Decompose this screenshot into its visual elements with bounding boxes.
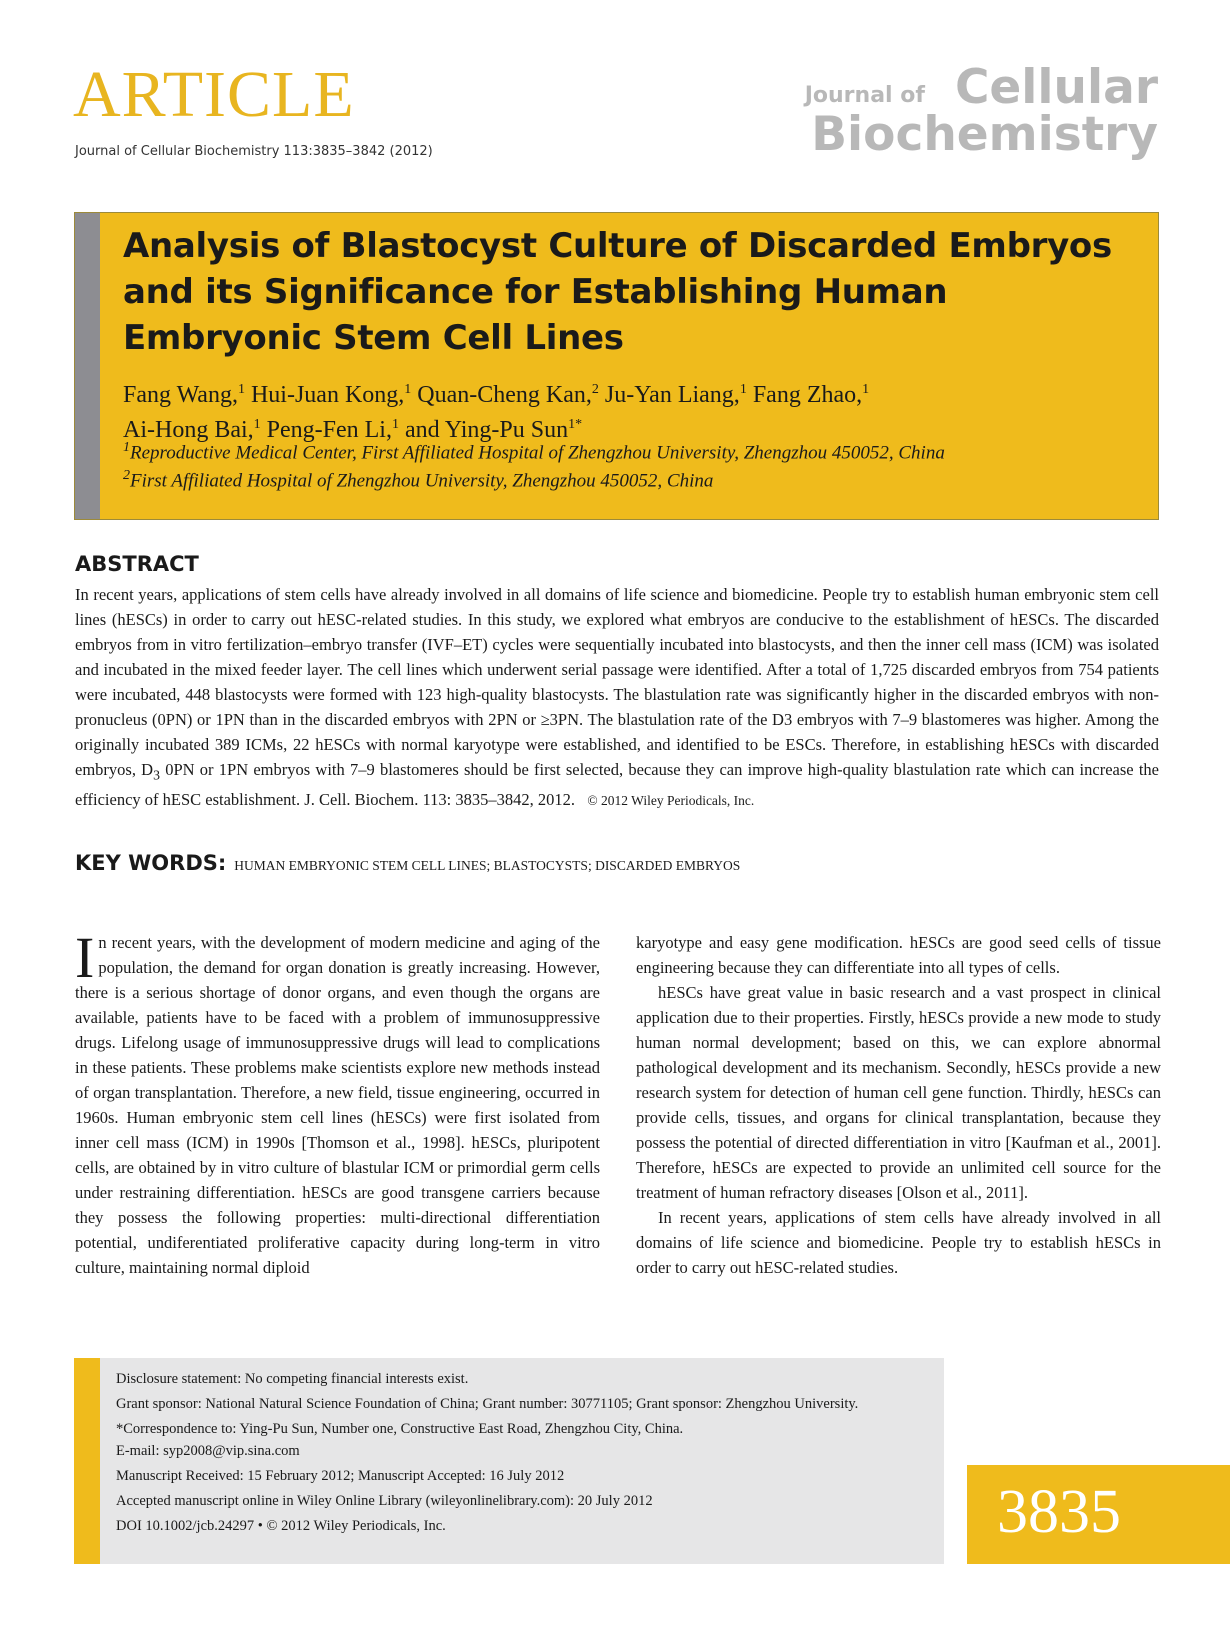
journal-citation: Journal of Cellular Biochemistry 113:3835–3842 (2012): [75, 144, 433, 159]
author-affiliation-mark: 1: [739, 382, 747, 397]
author-name: Quan-Cheng Kan,: [417, 382, 592, 408]
body-column-right: [636, 930, 1161, 1280]
footnote-box: [74, 1358, 944, 1564]
keywords-heading: KEY WORDS:: [75, 851, 227, 875]
keywords: [75, 851, 740, 875]
title-box: [74, 212, 1159, 520]
abstract-heading: ABSTRACT: [75, 552, 199, 576]
author-affiliation-mark: 1: [391, 417, 399, 432]
body-paragraph-1: n recent years, with the development of modern medicine and aging of the population, the demand for organ donation is greatly increasing. However, there is a serious shortage of donor organs, and even though the organs are available, patients have to be faced with a problem of immunosuppressive drugs. Lifelong usage of immunosuppressive drugs will lead to complications in these patients. These problems make scientists explore new methods instead of organ transplantation. Therefore, a new field, tissue engineering, occurred in 1960s. Human embryonic stem cell lines (hESCs) were first isolated from inner cell mass (ICM) in 1990s [Thomson et al., 1998]. hESCs, pluripotent cells, are obtained by in vitro culture of blastular ICM or primordial germ cells under restraining differentiation. hESCs are good transgene carriers because they possess the following properties: multi-directional differentiation potential, undiferentiated proliferative capacity during long-term in vitro culture, maintaining normal diploid: [75, 933, 600, 1277]
author-name: Fang Wang,: [123, 382, 238, 408]
correspondence: *Correspondence to: Ying-Pu Sun, Number one, Constructive East Road, Zhengzhou City, China.: [116, 1421, 684, 1437]
author-affiliation-mark: 1*: [568, 417, 583, 432]
grant-sponsor: Grant sponsor: National Natural Science Foundation of China; Grant number: 30771105; Grant sponsor: Zhengzhou University.: [116, 1396, 859, 1412]
doi: DOI 10.1002/jcb.24297 • © 2012 Wiley Periodicals, Inc.: [116, 1518, 446, 1534]
abstract-text: In recent years, applications of stem cells have already involved in all domains of life science and biomedicine. People try to establish human embryonic stem cell lines (hESCs) in order to carry out hESC-related studies. In this study, we explored what embryos are conducive to the establishment of hESCs. The discarded embryos from in vitro fertilization–embryo transfer (IVF–ET) cycles were sequentially incubated into blastocysts, and then the inner cell mass (ICM) was isolated and incubated in the mixed feeder layer. The cell lines which underwent serial passage were identified. After a total of 1,725 discarded embryos from 754 patients were incubated, 448 blastocysts were formed with 123 high-quality blastocysts. The blastulation rate was significantly higher in the discarded embryos with non-pronucleus (0PN) or 1PN than in the discarded embryos with 2PN or ≥3PN. The blastulation rate of the D3 embryos with 7–9 blastomeres was higher. Among the originally incubated 389 ICMs, 22 hESCs with normal karyotype were established, and identified to be ESCs. Therefore, in establishing hESCs with discarded embryos, $D_3$ 0PN or 1PN embryos with 7–9 blastomeres should be first selected, because they can improve high-quality blastulation rate which can increase the efficiency of hESC establishment. J. Cell. Biochem. 113: 3835–3842, 2012. © 2012 Wiley Periodicals, Inc.: [75, 585, 1159, 810]
body-paragraph-3: hESCs have great value in basic research and a vast prospect in clinical application due to their properties. Firstly, hESCs provide a new mode to study human normal development; based on this, we can explore abnormal pathological development and its mechanism. Secondly, hESCs provide a new research system for detection of human cell gene function. Thirdly, hESCs can provide cells, tissues, and organs for clinical transplantation, because they possess the potential of directed differentiation in vitro [Kaufman et al., 2001]. Therefore, hESCs are expected to provide an unlimited cell source for the treatment of human refractory diseases [Olson et al., 2011].: [636, 983, 1161, 1202]
drop-cap: I: [75, 925, 95, 990]
abstract-copyright: © 2012 Wiley Periodicals, Inc.: [587, 793, 755, 809]
disclosure-statement: Disclosure statement: No competing financial interests exist.: [116, 1371, 469, 1387]
logo-cellular: Cellular: [954, 60, 1158, 115]
author-name: Hui-Juan Kong,: [250, 382, 405, 408]
body-paragraph-4: In recent years, applications of stem cells have already involved in all domains of life science and biomedicine. People try to establish hESCs in order to carry out hESC-related studies.: [636, 1208, 1161, 1277]
journal-logo: [804, 60, 1158, 162]
title-stripe: [75, 213, 100, 519]
online-date: Accepted manuscript online in Wiley Online Library (wileyonlinelibrary.com): 20 July 2012: [116, 1493, 653, 1509]
author-affiliation-mark: 1: [862, 382, 870, 397]
page-number-box: [967, 1465, 1230, 1564]
author-name: Peng-Fen Li,: [266, 417, 392, 443]
author-name: and Ying-Pu Sun: [404, 417, 569, 443]
body-column-left: [75, 925, 600, 1280]
keywords-text: HUMAN EMBRYONIC STEM CELL LINES; BLASTOCYSTS; DISCARDED EMBRYOS: [234, 858, 741, 873]
author-name: Fang Zhao,: [752, 382, 863, 408]
body-paragraph-2: karyotype and easy gene modification. hESCs are good seed cells of tissue engineering because they can differentiate into all types of cells.: [636, 933, 1161, 977]
logo-journal-of: Journal of: [804, 83, 925, 108]
article-label: ARTICLE: [73, 58, 355, 131]
author-affiliation-mark: 2: [591, 382, 599, 397]
correspondence-email: E-mail: syp2008@vip.sina.com: [116, 1443, 300, 1459]
affiliation-1: $^1$Reproductive Medical Center, First Affiliated Hospital of Zhengzhou University, Zhengzhou 450052, China: [123, 440, 945, 464]
footnote-stripe: [74, 1358, 100, 1564]
author-affiliation-mark: 1: [237, 382, 245, 397]
author-affiliation-mark: 1: [253, 417, 261, 432]
author-affiliation-mark: 1: [404, 382, 412, 397]
author-name: Ju-Yan Liang,: [604, 382, 740, 408]
author-name: Ai-Hong Bai,: [123, 417, 254, 443]
paper-title: Analysis of Blastocyst Culture of Discarded Embryos and its Significance for Establishing Human Embryonic Stem Cell Lines: [123, 226, 1112, 358]
page-number: 3835: [997, 1478, 1121, 1546]
affiliation-2: $^2$First Affiliated Hospital of Zhengzhou University, Zhengzhou 450052, China: [123, 468, 714, 492]
logo-biochemistry: Biochemistry: [811, 107, 1158, 162]
manuscript-dates: Manuscript Received: 15 February 2012; Manuscript Accepted: 16 July 2012: [116, 1468, 565, 1484]
